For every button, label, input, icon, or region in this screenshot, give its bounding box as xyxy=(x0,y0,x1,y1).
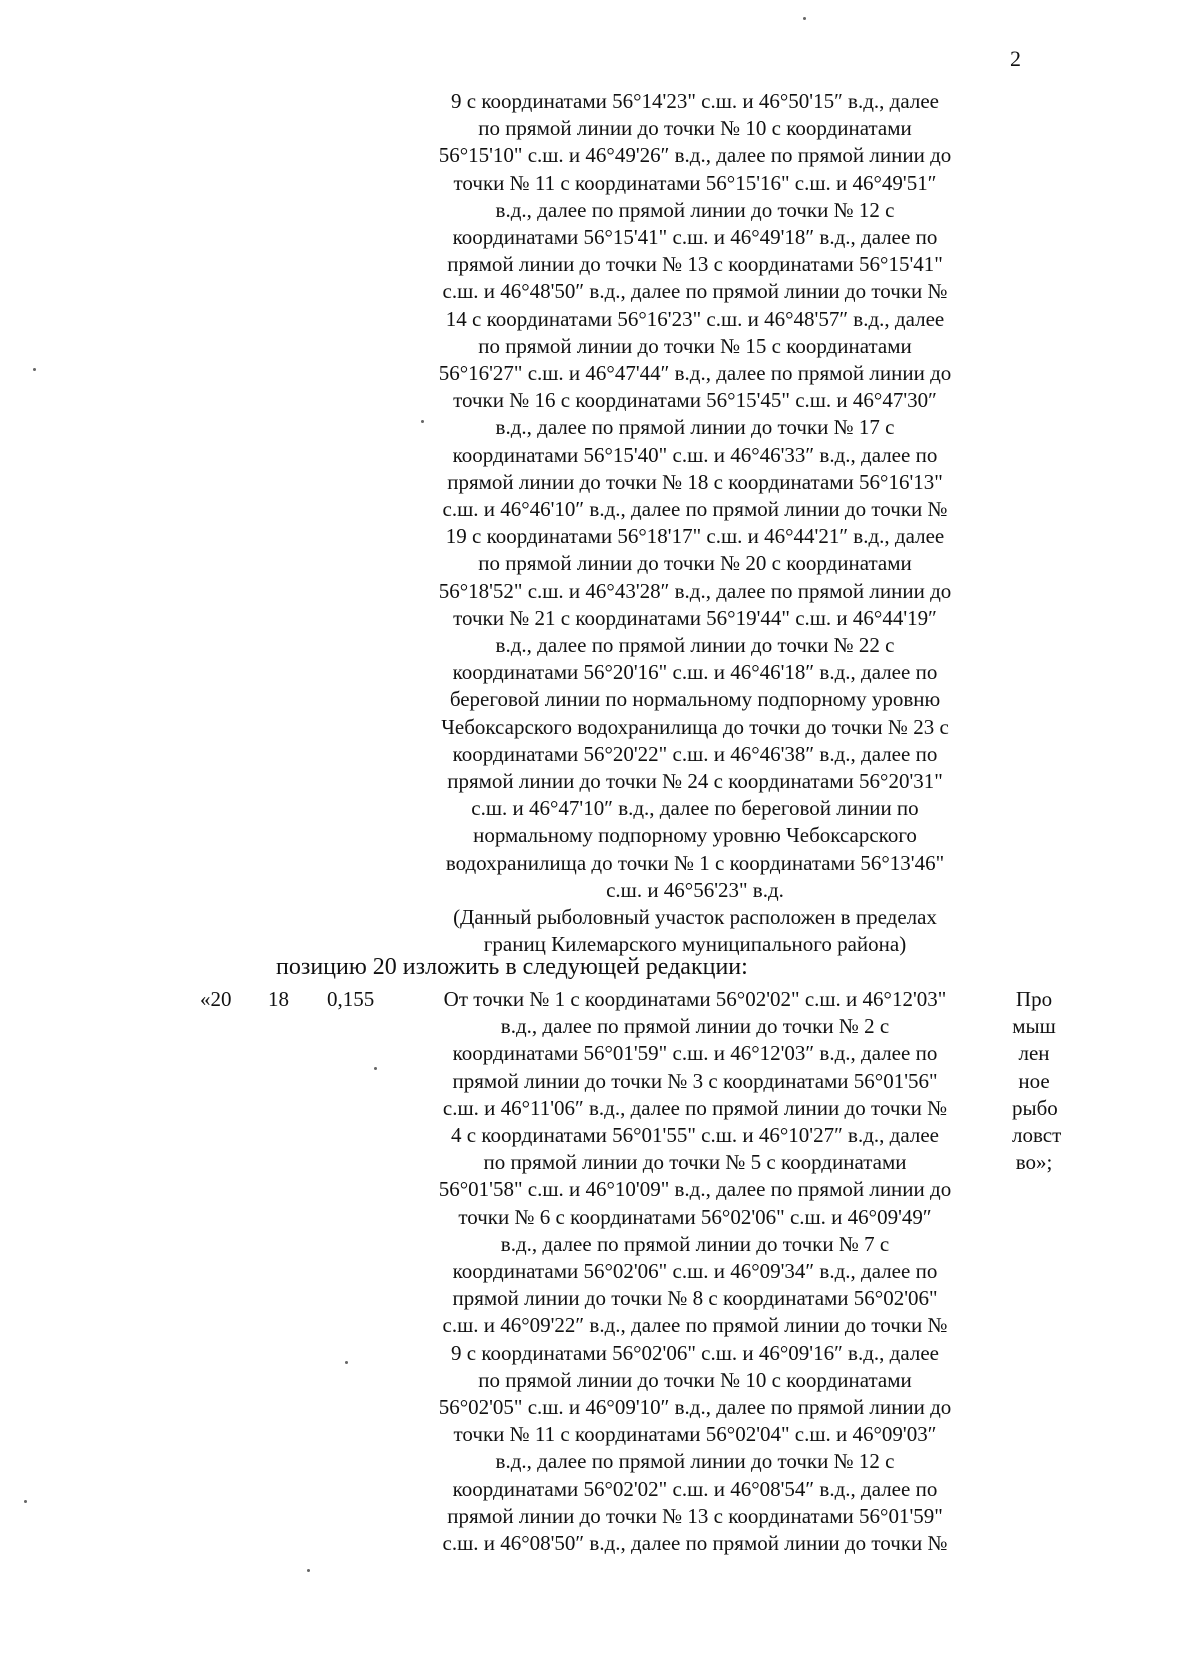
text-line: 56°02'05" с.ш. и 46°09'10″ в.д., далее по прямой линии до xyxy=(438,1395,952,1420)
text-line: Про xyxy=(1015,987,1053,1011)
text-line: границ Килемарского муниципального района) xyxy=(483,932,907,957)
text-line: ловст xyxy=(1012,1123,1062,1148)
scan-speck xyxy=(421,420,424,423)
text-line: (Данный рыболовный участок расположен в пределах xyxy=(453,905,937,930)
text-line: координатами 56°15'41" с.ш. и 46°49'18″ в.д., далее по xyxy=(452,225,938,250)
text-line: в.д., далее по прямой линии до точки № 12 с xyxy=(495,1449,895,1474)
text-line: От точки № 1 с координатами 56°02'02" с.ш. и 46°12'03" xyxy=(443,987,947,1011)
text-line: в.д., далее по прямой линии до точки № 7 с xyxy=(500,1231,890,1256)
text-line: во»; xyxy=(1015,1150,1053,1175)
text-line: по прямой линии до точки № 10 с координатами xyxy=(478,1367,912,1392)
text-line: нормальному подпорному уровню Чебоксарского xyxy=(473,823,917,848)
text-line: прямой линии до точки № 18 с координатами 56°16'13" xyxy=(447,469,943,494)
text-line: 4 с координатами 56°01'55" с.ш. и 46°10'27″ в.д., далее xyxy=(451,1123,939,1148)
text-line: координатами 56°01'59" с.ш. и 46°12'03″ в.д., далее по xyxy=(452,1041,938,1066)
text-line: координатами 56°02'02" с.ш. и 46°08'54″ в.д., далее по xyxy=(452,1476,938,1501)
text-line: 9 с координатами 56°14'23" с.ш. и 46°50'15″ в.д., далее xyxy=(451,89,939,113)
text-line: прямой линии до точки № 13 с координатами 56°01'59" xyxy=(447,1503,943,1528)
text-line: с.ш. и 46°46'10″ в.д., далее по прямой линии до точки № xyxy=(442,497,948,522)
scan-speck xyxy=(345,1361,348,1364)
text-line: 56°16'27" с.ш. и 46°47'44″ в.д., далее по прямой линии до xyxy=(438,361,952,386)
text-line: с.ш. и 46°56'23" в.д. xyxy=(606,877,784,902)
text-line: прямой линии до точки № 13 с координатами 56°15'41" xyxy=(447,252,943,277)
text-line: координатами 56°20'16" с.ш. и 46°46'18″ в.д., далее по xyxy=(452,660,938,685)
text-line: 56°18'52" с.ш. и 46°43'28″ в.д., далее по прямой линии до xyxy=(438,578,952,603)
text-line: точки № 11 с координатами 56°02'04" с.ш. и 46°09'03″ xyxy=(453,1422,937,1447)
scan-speck xyxy=(307,1569,310,1572)
text-line: по прямой линии до точки № 10 с координатами xyxy=(478,116,912,141)
text-line: с.ш. и 46°48'50″ в.д., далее по прямой линии до точки № xyxy=(442,279,948,304)
text-line: в.д., далее по прямой линии до точки № 12 с xyxy=(495,197,895,222)
row-col-2: 18 xyxy=(268,987,289,1011)
scan-speck xyxy=(374,1067,377,1070)
text-line: мыш xyxy=(1012,1014,1056,1039)
text-line: с.ш. и 46°47'10″ в.д., далее по береговой линии по xyxy=(471,796,919,821)
row-number: «20 xyxy=(200,987,232,1011)
text-line: водохранилища до точки № 1 с координатами 56°13'46" xyxy=(445,850,945,875)
text-line: по прямой линии до точки № 20 с координатами xyxy=(478,551,912,576)
text-line: координатами 56°15'40" с.ш. и 46°46'33″ в.д., далее по xyxy=(452,442,938,467)
text-line: 14 с координатами 56°16'23" с.ш. и 46°48'57″ в.д., далее xyxy=(445,306,945,331)
text-line: рыбо xyxy=(1012,1095,1058,1120)
text-line: координатами 56°02'06" с.ш. и 46°09'34″ в.д., далее по xyxy=(452,1259,938,1284)
text-line: Чебоксарского водохранилища до точки до точки № 23 с xyxy=(441,714,949,739)
row-col-3: 0,155 xyxy=(327,987,375,1011)
row-fishing-type xyxy=(1012,986,1062,1176)
text-line: с.ш. и 46°08'50″ в.д., далее по прямой линии до точки № xyxy=(442,1531,948,1556)
text-line: в.д., далее по прямой линии до точки № 22 с xyxy=(495,633,895,658)
text-line: точки № 6 с координатами 56°02'06" с.ш. и 46°09'49″ xyxy=(458,1204,932,1229)
text-line: прямой линии до точки № 3 с координатами 56°01'56" xyxy=(452,1068,938,1093)
text-line: точки № 11 с координатами 56°15'16" с.ш. и 46°49'51″ xyxy=(453,170,937,195)
scan-speck xyxy=(33,368,36,371)
page-number: 2 xyxy=(1010,46,1021,71)
text-line: 9 с координатами 56°02'06" с.ш. и 46°09'16″ в.д., далее xyxy=(451,1340,939,1365)
text-line: точки № 21 с координатами 56°19'44" с.ш. и 46°44'19″ xyxy=(453,605,937,630)
row-description-block xyxy=(395,986,995,1557)
text-line: с.ш. и 46°11'06″ в.д., далее по прямой линии до точки № xyxy=(442,1095,948,1120)
text-line: с.ш. и 46°09'22″ в.д., далее по прямой линии до точки № xyxy=(442,1313,948,1338)
text-line: в.д., далее по прямой линии до точки № 17 с xyxy=(495,415,895,440)
text-line: 56°01'58" с.ш. и 46°10'09" в.д., далее по прямой линии до xyxy=(438,1177,952,1202)
text-line: по прямой линии до точки № 15 с координатами xyxy=(478,333,912,358)
text-line: береговой линии по нормальному подпорному уровню xyxy=(449,687,941,712)
text-line: 56°15'10" с.ш. и 46°49'26″ в.д., далее по прямой линии до xyxy=(438,143,952,168)
text-line: ное xyxy=(1018,1068,1050,1093)
instruction-text: позицию 20 изложить в следующей редакции: xyxy=(276,954,748,980)
text-line: в.д., далее по прямой линии до точки № 2 с xyxy=(500,1014,890,1039)
scan-speck xyxy=(803,17,806,20)
text-line: лен xyxy=(1018,1041,1050,1066)
text-line: координатами 56°20'22" с.ш. и 46°46'38″ в.д., далее по xyxy=(452,741,938,766)
text-line: по прямой линии до точки № 5 с координатами xyxy=(483,1150,907,1175)
text-line: точки № 16 с координатами 56°15'45" с.ш. и 46°47'30″ xyxy=(453,388,937,413)
top-coordinates-block xyxy=(395,88,995,959)
text-line: прямой линии до точки № 8 с координатами 56°02'06" xyxy=(452,1286,938,1311)
text-line: прямой линии до точки № 24 с координатами 56°20'31" xyxy=(447,769,943,794)
text-line: 19 с координатами 56°18'17" с.ш. и 46°44'21″ в.д., далее xyxy=(445,524,945,549)
scan-speck xyxy=(24,1500,27,1503)
